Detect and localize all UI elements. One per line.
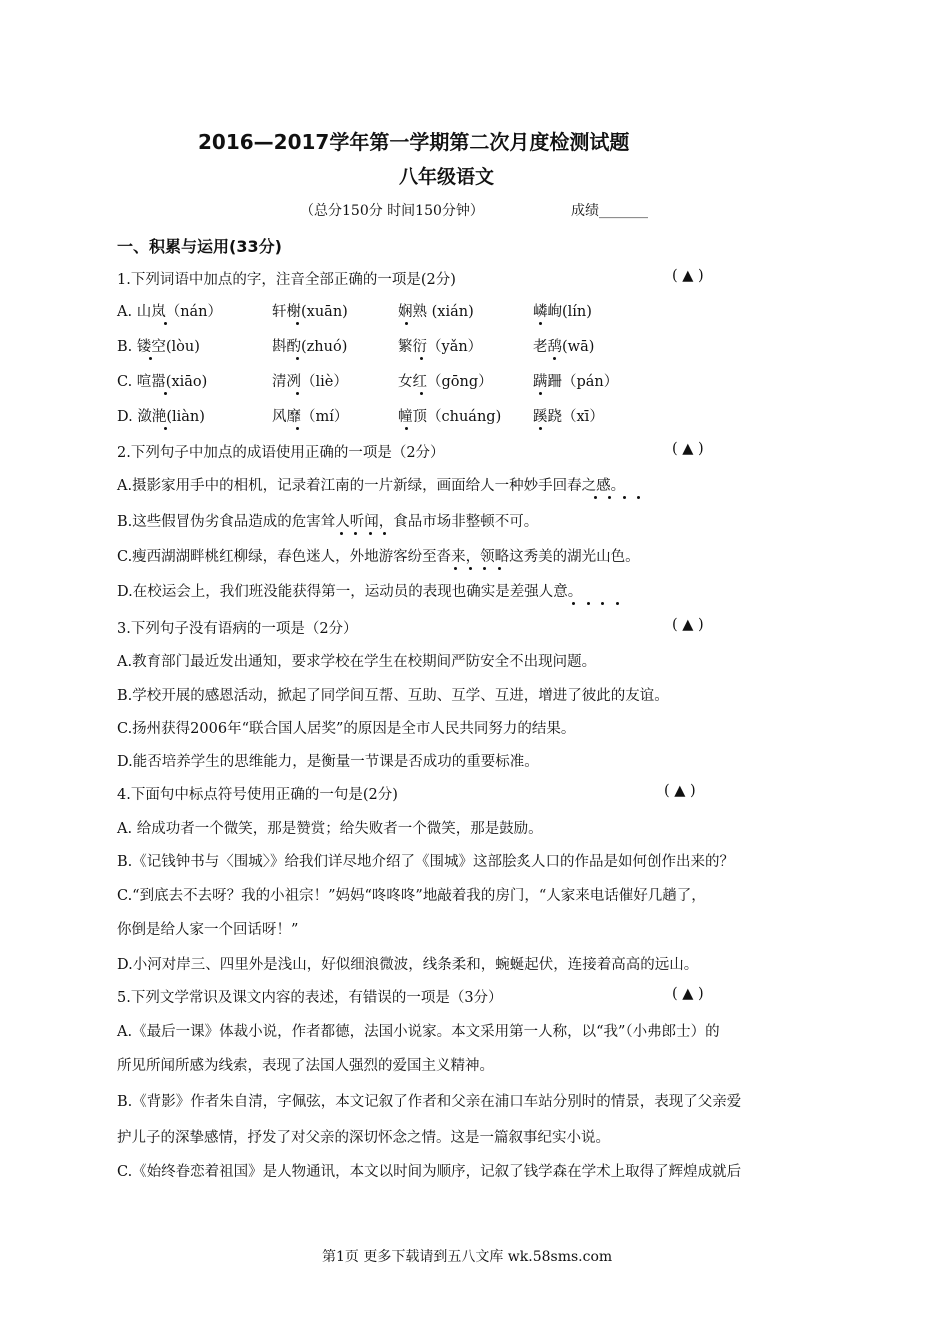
option-line: B.《记钱钟书与〈围城〉》给我们详尽地介绍了《围城》这部脍炙人口的作品是如何创作出来的？ xyxy=(117,854,735,870)
option-line: B.《背影》作者朱自清，字佩弦，本文记叙了作者和父亲在浦口车站分别时的情景，表现了父亲爱 xyxy=(117,1094,742,1110)
emphasis-dots xyxy=(0,322,950,326)
score-label: 成绩_______ xyxy=(571,203,648,219)
option-cell: 幢顶（chuáng) xyxy=(398,409,502,425)
section-heading: 一、积累与运用(33分) xyxy=(117,237,282,256)
option-cell: 风靡（mí） xyxy=(272,409,349,425)
option-line: D.能否培养学生的思维能力，是衡量一节课是否成功的重要标准。 xyxy=(117,754,539,770)
option-cell: C. 喧嚣(xiāo) xyxy=(117,374,208,390)
option-cell: B. 镂空(lòu) xyxy=(117,339,200,355)
emphasis-dots xyxy=(0,357,950,361)
answer-blank: ( ▲ ) xyxy=(664,783,696,799)
option-line: A.《最后一课》体裁小说，作者都德，法国小说家。本文采用第一人称，以“我”（小弗郎士）的 xyxy=(117,1024,720,1040)
exam-title: 2016—2017学年第一学期第二次月度检测试题 xyxy=(198,130,630,154)
option-line: D.在校运会上，我们班没能获得第一，运动员的表现也确实是差强人意。 xyxy=(117,584,583,600)
option-cell: 嶙峋(lín) xyxy=(533,304,592,320)
answer-blank: ( ▲ ) xyxy=(672,268,704,284)
option-line: B.这些假冒伪劣食品造成的危害耸人听闻，食品市场非整顿不可。 xyxy=(117,514,539,530)
option-cell: 轩榭(xuān) xyxy=(272,304,348,320)
option-cell: 清冽（liè） xyxy=(272,374,348,390)
option-line: A.摄影家用手中的相机，记录着江南的一片新绿，画面给人一种妙手回春之感。 xyxy=(117,478,626,494)
exam-info: （总分150分 时间150分钟） xyxy=(300,203,484,219)
question-stem: 1.下列词语中加点的字，注音全部正确的一项是(2分) xyxy=(117,272,456,288)
option-cell: A. 山岚（nán） xyxy=(117,304,223,320)
emphasis-dots xyxy=(0,496,950,500)
question-stem: 3.下列句子没有语病的一项是（2分） xyxy=(117,621,358,637)
option-line: 所见所闻所感为线索，表现了法国人强烈的爱国主义精神。 xyxy=(117,1058,494,1074)
option-cell: 繁衍（yǎn） xyxy=(398,339,483,355)
question-stem: 2.下列句子中加点的成语使用正确的一项是（2分） xyxy=(117,445,445,461)
question-stem: 4.下面句中标点符号使用正确的一句是(2分) xyxy=(117,787,398,803)
option-cell: 蹊跷（xī） xyxy=(533,409,604,425)
emphasis-dots xyxy=(0,392,950,396)
option-line: C.“到底去不去呀？我的小祖宗！”妈妈“咚咚咚”地敲着我的房门，“人家来电话催好几趟了， xyxy=(117,888,706,904)
option-cell: 老鸹(wā) xyxy=(533,339,595,355)
exam-subtitle: 八年级语文 xyxy=(399,166,495,188)
option-line: C.《始终眷恋着祖国》是人物通讯，本文以时间为顺序，记叙了钱学森在学术上取得了辉煌成就后 xyxy=(117,1164,742,1180)
answer-blank: ( ▲ ) xyxy=(672,986,704,1002)
option-cell: D. 潋滟(liàn) xyxy=(117,409,205,425)
page-footer: 第1页 更多下载请到五八文库 wk.58sms.com xyxy=(322,1249,613,1265)
answer-blank: ( ▲ ) xyxy=(672,617,704,633)
option-line: B.学校开展的感恩活动，掀起了同学间互帮、互助、互学、互进，增进了彼此的友谊。 xyxy=(117,688,669,704)
emphasis-dots xyxy=(0,532,950,536)
option-line: C.瘦西湖湖畔桃红柳绿，春色迷人，外地游客纷至沓来，领略这秀美的湖光山色。 xyxy=(117,549,640,565)
emphasis-dots xyxy=(0,567,950,571)
option-line: 你倒是给人家一个回话呀！” xyxy=(117,922,299,938)
emphasis-dots xyxy=(0,427,950,431)
option-line: A.教育部门最近发出通知，要求学校在学生在校期间严防安全不出现问题。 xyxy=(117,654,597,670)
option-line: C.扬州获得2006年“联合国人居奖”的原因是全市人民共同努力的结果。 xyxy=(117,721,576,737)
option-cell: 娴熟 (xián) xyxy=(398,304,474,320)
answer-blank: ( ▲ ) xyxy=(672,441,704,457)
option-cell: 女红（gōng） xyxy=(398,374,493,390)
option-line: D.小河对岸三、四里外是浅山，好似细浪微波，线条柔和，蜿蜒起伏，连接着高高的远山。 xyxy=(117,957,699,973)
emphasis-dots xyxy=(0,602,950,606)
option-cell: 斟酌(zhuó) xyxy=(272,339,348,355)
question-stem: 5.下列文学常识及课文内容的表述，有错误的一项是（3分） xyxy=(117,990,503,1006)
option-cell: 蹒跚（pán） xyxy=(533,374,619,390)
option-line: A. 给成功者一个微笑，那是赞赏；给失败者一个微笑，那是鼓励。 xyxy=(117,821,543,837)
option-line: 护儿子的深挚感情，抒发了对父亲的深切怀念之情。这是一篇叙事纪实小说。 xyxy=(117,1130,610,1146)
